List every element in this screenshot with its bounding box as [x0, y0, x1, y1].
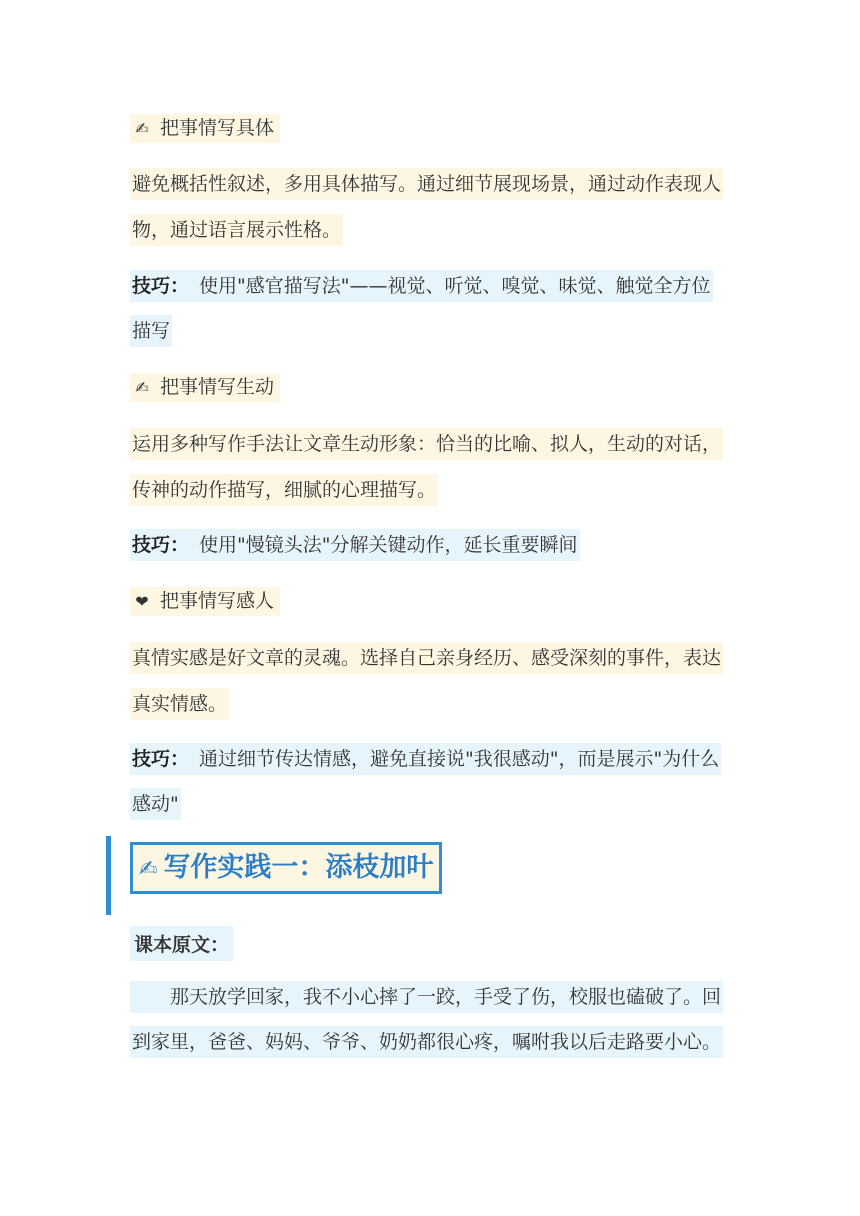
section-heading: ✍ 把事情写生动 — [130, 373, 280, 402]
original-text-label: 课本原文： — [130, 926, 233, 961]
heart-icon: ❤ — [135, 592, 149, 611]
tip-label: 技巧： — [132, 534, 190, 556]
paragraph-line: 真情实感是好文章的灵魂。选择自己亲身经历、感受深刻的事件，表达 — [130, 642, 723, 674]
tip-line: 描写 — [130, 315, 172, 347]
section-heading: ❤ 把事情写感人 — [130, 587, 280, 616]
tip-label: 技巧： — [132, 748, 190, 770]
practice-heading: ✍ 写作实践一：添枝加叶 — [130, 842, 442, 894]
tip-line: 技巧： 通过细节传达情感，避免直接说"我很感动"，而是展示"为什么 — [130, 743, 721, 775]
original-text-line: 那天放学回家，我不小心摔了一跤，手受了伤，校服也磕破了。回 — [130, 981, 723, 1013]
writing-hand-icon: ✍ — [135, 378, 149, 397]
writing-hand-icon: ✍ — [139, 857, 158, 882]
tip-line: 感动" — [130, 788, 181, 820]
section-heading: ✍ 把事情写具体 — [130, 114, 280, 143]
paragraph-line: 真实情感。 — [130, 688, 229, 720]
tip-line: 技巧： 使用"慢镜头法"分解关键动作，延长重要瞬间 — [130, 529, 580, 561]
paragraph-line: 避免概括性叙述，多用具体描写。通过细节展现场景，通过动作表现人 — [130, 168, 723, 200]
paragraph-line: 运用多种写作手法让文章生动形象：恰当的比喻、拟人，生动的对话， — [130, 428, 723, 460]
writing-hand-icon: ✍ — [135, 119, 149, 138]
tip-line: 技巧： 使用"感官描写法"——视觉、听觉、嗅觉、味觉、触觉全方位 — [130, 270, 713, 302]
paragraph-line: 传神的动作描写，细腻的心理描写。 — [130, 474, 438, 506]
paragraph-line: 物，通过语言展示性格。 — [130, 214, 343, 246]
original-text-line: 到家里，爸爸、妈妈、爷爷、奶奶都很心疼，嘱咐我以后走路要小心。 — [130, 1026, 723, 1058]
heading-accent-bar — [106, 836, 111, 915]
tip-label: 技巧： — [132, 275, 190, 297]
